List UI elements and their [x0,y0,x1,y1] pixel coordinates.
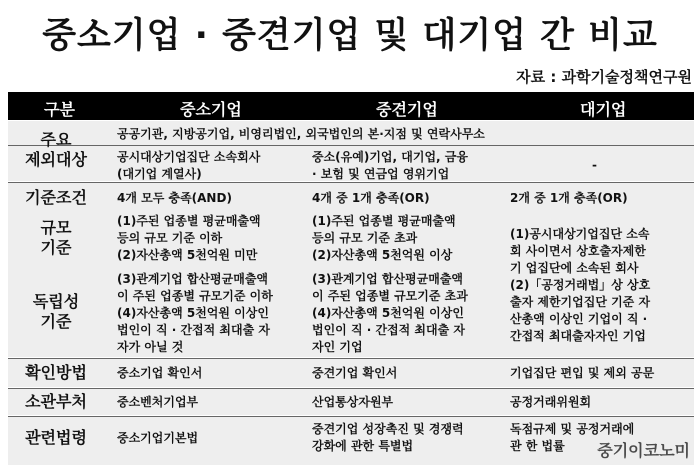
page-title: 중소기업 · 중견기업 및 대기업 간 비교 [42,16,658,56]
criteria-sme: 4개 모두 충족(AND) [117,191,232,205]
exclusion-large: - [592,158,597,172]
row-label-verify: 확인방법 [25,363,87,382]
row-label-independence: 독립성 기준 [32,292,80,331]
row-label-scale: 규모 기준 [40,218,72,257]
header-midsize: 중견기업 [376,100,438,119]
independence-midsize: (3)관계기업 합산평균매출액 이 주된 업종별 규모기준 초과 (4)자산총액 5천억원 이상인 법인이 직 · 간접적 최대출 자 자인 기업 [312,272,468,354]
criteria-large: 2개 중 1개 충족(OR) [510,191,628,205]
criteria-large-detail: (1)공시대상기업집단 소속 회 사이면서 상호출자제한 기 업집단에 소속된 회사 (2)「공정거래법」상 상호 출자 제한기업집단 기준 자 산총액 이상인 기업이 직 · 간접적 최대출자자인 기업 [510,227,651,343]
divider [8,358,694,359]
ministry-large: 공정거래위원회 [510,395,592,409]
exclusion-common: 공공기관, 지방공기업, 비영리법인, 외국법인의 본·지점 및 연락사무소 [117,127,485,141]
header-large: 대기업 [580,100,627,119]
scale-sme: (1)주된 업종별 평균매출액 등의 규모 기준 이하 (2)자산총액 5천억원 미만 [117,214,261,262]
ministry-sme: 중소벤처기업부 [117,395,199,409]
criteria-midsize: 4개 중 1개 충족(OR) [312,191,430,205]
row-label-ministry: 소관부처 [25,392,87,411]
row-label-criteria: 기준조건 [25,188,87,207]
exclusion-sme: 공시대상기업집단 소속회사 (대기업 계열사) [117,150,261,181]
divider [8,145,694,146]
law-sme: 중소기업기본법 [117,431,199,445]
source-note: 자료 : 과학기술정책연구원 [516,68,692,86]
independence-sme: (3)관계기업 합산평균매출액 이 주된 업종별 규모기준 이하 (4)자산총액 5천억원 이상인 법인이 직 · 간접적 최대출 자 자가 아닐 것 [117,272,273,354]
divider [8,416,694,417]
exclusion-midsize: 중소(유예)기업, 대기업, 금융 · 보험 및 연금업 영위기업 [312,150,468,181]
law-midsize: 중견기업 성장촉진 및 경쟁력 강화에 관한 특별법 [312,422,464,453]
verify-large: 기업집단 편입 및 제외 공문 [510,366,655,380]
verify-sme: 중소기업 확인서 [117,366,203,380]
ministry-midsize: 산업통상자원부 [312,395,394,409]
scale-midsize: (1)주된 업종별 평균매출액 등의 규모 기준 초과 (2)자산총액 5천억원 이상 [312,214,456,262]
watermark-logo: 중기이코노미 [597,441,690,460]
header-category: 구분 [44,100,75,119]
row-label-law: 관련법령 [25,428,87,447]
verify-midsize: 중견기업 확인서 [312,366,398,380]
row-label-exclusion: 주요 제외대상 [25,130,87,169]
table-header [8,92,694,120]
law-large: 독점규제 및 공정거래에 관 한 법률 [510,422,635,453]
divider [8,388,694,389]
header-sme: 중소기업 [180,100,242,119]
